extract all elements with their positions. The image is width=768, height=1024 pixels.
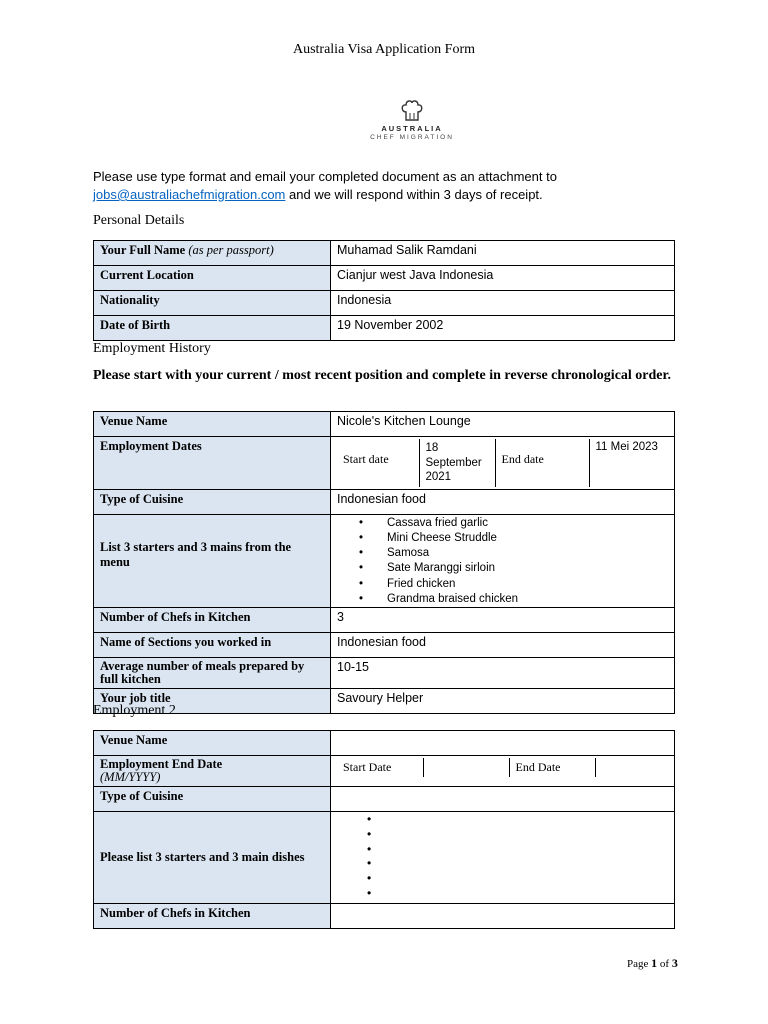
- end-date-2-value[interactable]: [595, 758, 668, 777]
- list-item: • Samosa: [359, 547, 430, 560]
- employment-history-heading: Employment History: [93, 341, 211, 356]
- list-item: •: [367, 871, 372, 886]
- meals-label: Average number of meals prepared by full kitchen: [94, 658, 331, 689]
- employment-history-table: [93, 411, 675, 714]
- chefs-count-value[interactable]: 3: [331, 608, 675, 633]
- end-date-value[interactable]: 11 Mei 2023: [589, 439, 668, 487]
- list-item: • Fried chicken: [359, 577, 456, 590]
- meals-value[interactable]: 10-15: [331, 658, 675, 689]
- list-item: •: [367, 885, 372, 900]
- page-title: Australia Visa Application Form: [292, 42, 476, 57]
- start-date-2-value[interactable]: [423, 758, 509, 777]
- nationality-label: Nationality: [94, 291, 331, 316]
- intro-text-2: and we will respond within 3 days of receipt.: [285, 187, 543, 202]
- job-title-label: Your job title: [94, 689, 331, 714]
- employment-dates-label: Employment Dates: [94, 437, 331, 490]
- logo-line-2: CHEF MIGRATION: [370, 134, 454, 141]
- venue-name-label: Venue Name: [94, 412, 331, 437]
- list-item: •: [367, 826, 372, 841]
- start-date-value[interactable]: 18 September 2021: [419, 439, 495, 487]
- list-item: • Mini Cheese Struddle: [359, 531, 497, 544]
- menu-items-list: [337, 516, 668, 608]
- list-item: •: [367, 856, 372, 871]
- cuisine-type-value[interactable]: Indonesian food: [331, 489, 675, 514]
- date-of-birth-label: Date of Birth: [94, 316, 331, 341]
- chef-hat-icon: [400, 100, 424, 122]
- email-link[interactable]: jobs@australiachefmigration.com: [93, 187, 286, 202]
- end-date-label: End date: [495, 439, 589, 487]
- list-item: • Sate Maranggi sirloin: [359, 562, 496, 575]
- full-name-label: Your Full Name (as per passport): [94, 241, 331, 266]
- chefs-count-label: Number of Chefs in Kitchen: [94, 608, 331, 633]
- personal-details-heading: Personal Details: [93, 213, 185, 228]
- cuisine-type-2-value[interactable]: [331, 787, 675, 812]
- employment-2-heading: Employment 2: [93, 703, 176, 718]
- venue-name-2-value[interactable]: [331, 731, 675, 756]
- dishes-2-list: [337, 812, 668, 901]
- chefs-count-2-label: Number of Chefs in Kitchen: [94, 903, 331, 928]
- company-logo: [364, 100, 460, 141]
- chefs-count-2-value[interactable]: [331, 903, 675, 928]
- page-number: Page 1 of 3: [627, 956, 678, 970]
- cuisine-type-label: Type of Cuisine: [94, 489, 331, 514]
- sections-value[interactable]: Indonesian food: [331, 633, 675, 658]
- menu-items-cell[interactable]: [331, 514, 675, 608]
- start-date-2-label: Start Date: [343, 760, 392, 774]
- current-location-value[interactable]: Cianjur west Java Indonesia: [331, 266, 675, 291]
- employment-2-dates-cell: [331, 756, 675, 787]
- intro-text: Please use type format and email your completed document as an attachment to: [93, 169, 557, 184]
- employment-dates-cell: [331, 437, 675, 490]
- venue-name-value[interactable]: Nicole's Kitchen Lounge: [331, 412, 675, 437]
- sections-label: Name of Sections you worked in: [94, 633, 331, 658]
- personal-details-table: [93, 240, 675, 341]
- venue-name-2-label: Venue Name: [94, 731, 331, 756]
- list-item: • Grandma braised chicken: [359, 592, 519, 605]
- list-item: •: [367, 812, 372, 826]
- menu-items-label: List 3 starters and 3 mains from the menu: [94, 514, 331, 608]
- end-date-2-label: End Date: [509, 758, 595, 777]
- job-title-value[interactable]: Savoury Helper: [331, 689, 675, 714]
- employment-end-date-label: Employment End Date (MM/YYYY): [94, 756, 331, 787]
- start-date-label: Start date: [343, 452, 389, 466]
- intro-paragraph: [93, 168, 693, 204]
- employment-instruction: Please start with your current / most recent position and complete in reverse chronological order.: [93, 368, 671, 383]
- dishes-2-label: Please list 3 starters and 3 main dishes: [94, 812, 331, 904]
- list-item: •: [367, 841, 372, 856]
- logo-line-1: AUSTRALIA: [381, 124, 443, 133]
- full-name-value[interactable]: Muhamad Salik Ramdani: [331, 241, 675, 266]
- list-item: • Cassava fried garlic: [359, 516, 488, 529]
- dishes-2-cell[interactable]: [331, 812, 675, 904]
- nationality-value[interactable]: Indonesia: [331, 291, 675, 316]
- current-location-label: Current Location: [94, 266, 331, 291]
- employment-2-table: [93, 730, 675, 929]
- date-of-birth-value[interactable]: 19 November 2002: [331, 316, 675, 341]
- cuisine-type-2-label: Type of Cuisine: [94, 787, 331, 812]
